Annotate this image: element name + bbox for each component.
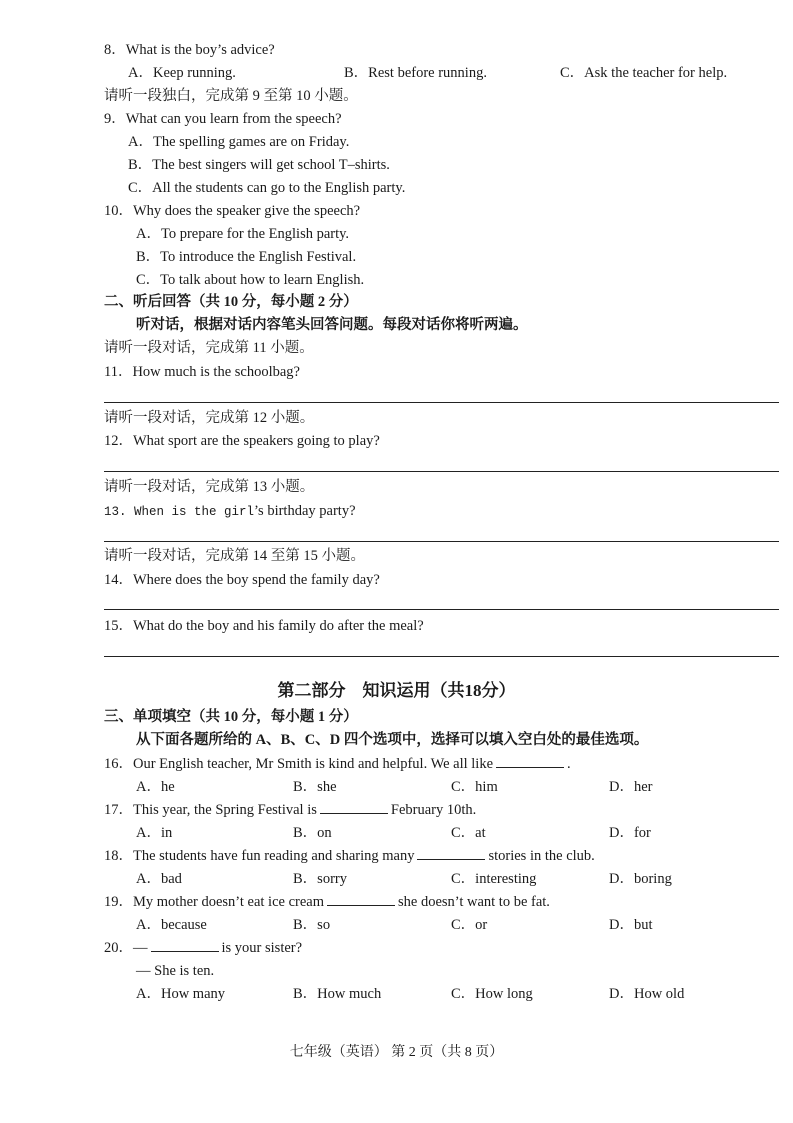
question-9-option-c: C．All the students can go to the English party.: [128, 180, 406, 196]
question-17-blank[interactable]: [320, 800, 388, 814]
question-18-stem-start: 18．The students have fun reading and sharing many: [104, 848, 415, 864]
section-2-heading: 二、听后回答（共 10 分，每小题 2 分）: [104, 294, 358, 310]
question-9-option-a: A．The spelling games are on Friday.: [128, 134, 350, 150]
answer-line-12[interactable]: [104, 471, 779, 472]
question-9-stem: 9．What can you learn from the speech?: [104, 111, 342, 127]
question-20-option-d: D．How old: [609, 986, 685, 1002]
question-17-stem-end: February 10th.: [390, 802, 477, 818]
question-16-option-d: D．her: [609, 779, 653, 795]
question-20-stem: [104, 938, 302, 958]
question-16-stem: [104, 754, 571, 774]
question-17-option-a: A．in: [136, 825, 173, 841]
answer-line-14[interactable]: [104, 609, 779, 610]
question-10-option-a: A．To prepare for the English party.: [136, 226, 350, 242]
question-8-stem: 8．What is the boy’s advice?: [104, 42, 275, 58]
question-16-option-c: C．him: [451, 779, 498, 795]
question-18-blank[interactable]: [417, 846, 485, 860]
question-13: [104, 501, 356, 522]
question-19-blank[interactable]: [327, 892, 395, 906]
question-17-stem: [104, 800, 476, 820]
question-19-stem-start: 19．My mother doesn’t eat ice cream: [104, 894, 324, 910]
question-10-stem: 10．Why does the speaker give the speech?: [104, 203, 361, 219]
question-10-option-b: B．To introduce the English Festival.: [136, 249, 357, 265]
question-13-suffix: ’s birthday party?: [254, 503, 356, 519]
question-8-option-b: B．Rest before running.: [344, 65, 487, 81]
answer-line-13[interactable]: [104, 541, 779, 542]
question-20-option-a: A．How many: [136, 986, 226, 1002]
question-18-stem: [104, 846, 595, 866]
instruction-dialog-13: 请听一段对话，完成第 13 小题。: [104, 479, 315, 495]
answer-line-11[interactable]: [104, 402, 779, 403]
instruction-dialog-11: 请听一段对话，完成第 11 小题。: [104, 340, 314, 356]
question-8-option-c: C．Ask the teacher for help.: [560, 65, 728, 81]
question-20-blank[interactable]: [151, 938, 219, 952]
question-16-stem-start: 16．Our English teacher, Mr Smith is kind and helpful. We all like: [104, 756, 494, 772]
section-2-instruction: 听对话，根据对话内容笔头回答问题。每段对话你将听两遍。: [136, 317, 528, 333]
question-19-option-c: C．or: [451, 917, 488, 933]
question-19-option-a: A．because: [136, 917, 207, 933]
question-20-reply: — She is ten.: [136, 963, 215, 979]
question-18-option-c: C．interesting: [451, 871, 537, 887]
question-20-option-b: B．How much: [293, 986, 382, 1002]
question-16-option-a: A．he: [136, 779, 175, 795]
answer-line-15[interactable]: [104, 656, 779, 657]
question-18-option-d: D．boring: [609, 871, 672, 887]
question-11: 11．How much is the schoolbag?: [104, 364, 300, 380]
question-17-option-d: D．for: [609, 825, 651, 841]
question-12: 12．What sport are the speakers going to play?: [104, 433, 380, 449]
question-19-option-b: B．so: [293, 917, 331, 933]
question-18-stem-end: stories in the club.: [488, 848, 595, 864]
question-17-option-c: C．at: [451, 825, 486, 841]
question-18-option-a: A．bad: [136, 871, 182, 887]
instruction-monologue-9-10: 请听一段独白，完成第 9 至第 10 小题。: [104, 88, 358, 104]
question-10-option-c: C．To talk about how to learn English.: [136, 272, 365, 288]
question-19-stem-end: she doesn’t want to be fat.: [397, 894, 550, 910]
question-16-stem-end: .: [567, 756, 571, 772]
section-3-heading: 三、单项填空（共 10 分，每小题 1 分）: [104, 709, 358, 725]
question-13-prefix: 13. When is the girl: [104, 505, 255, 519]
part-2-title: 第二部分 知识运用（共18分）: [277, 681, 516, 700]
question-20-stem-start: 20．—: [104, 940, 148, 956]
section-3-instruction: 从下面各题所给的 A、B、C、D 四个选项中，选择可以填入空白处的最佳选项。: [136, 732, 649, 748]
question-18-option-b: B．sorry: [293, 871, 347, 887]
question-17-stem-start: 17．This year, the Spring Festival is: [104, 802, 317, 818]
question-16-option-b: B．she: [293, 779, 337, 795]
question-8-option-a: A．Keep running.: [128, 65, 236, 81]
question-19-stem: [104, 892, 550, 912]
question-17-option-b: B．on: [293, 825, 332, 841]
question-9-option-b: B．The best singers will get school T–shirts.: [128, 157, 390, 173]
question-19-option-d: D．but: [609, 917, 653, 933]
question-20-stem-end: is your sister?: [221, 940, 303, 956]
page-footer: 七年级（英语） 第 2 页（共 8 页）: [289, 1045, 504, 1060]
instruction-dialog-12: 请听一段对话，完成第 12 小题。: [104, 410, 315, 426]
question-16-blank[interactable]: [496, 754, 564, 768]
instruction-dialog-14-15: 请听一段对话，完成第 14 至第 15 小题。: [104, 548, 365, 564]
question-15: 15．What do the boy and his family do after the meal?: [104, 618, 424, 634]
question-14: 14．Where does the boy spend the family day?: [104, 572, 380, 588]
question-20-option-c: C．How long: [451, 986, 533, 1002]
